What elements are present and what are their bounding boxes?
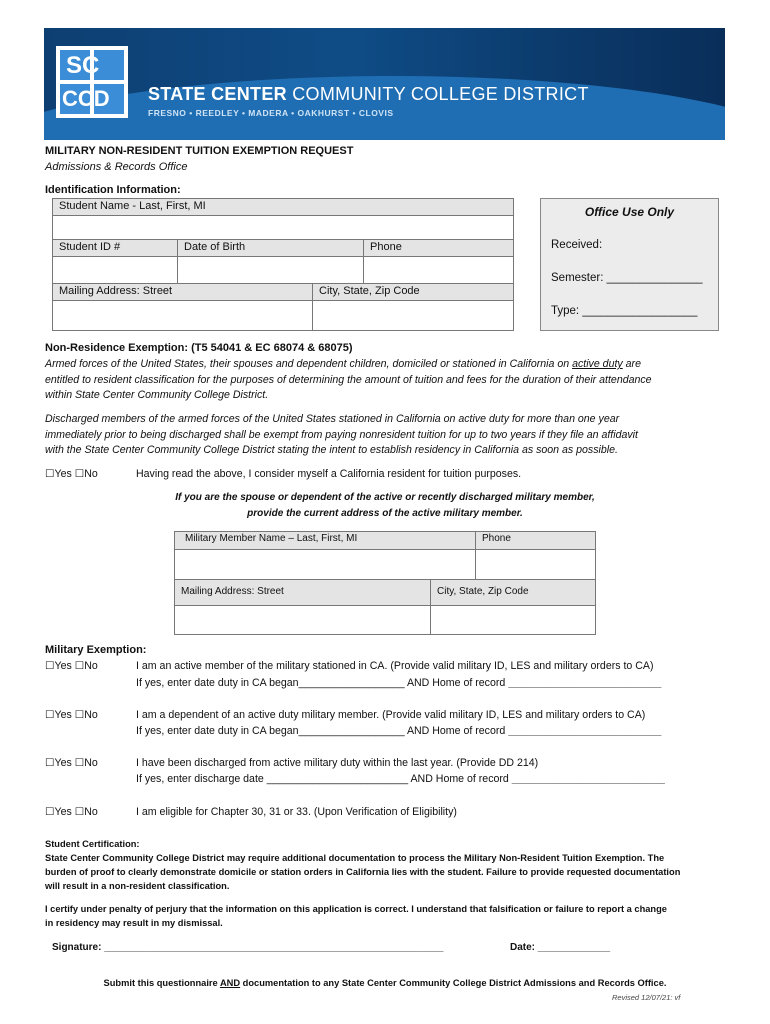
member-mailing-label: Mailing Address: Street	[174, 579, 431, 606]
perjury-line-2: in residency may result in my dismissal.	[45, 918, 223, 928]
military-item-2-yes-no[interactable]: ☐Yes ☐No	[45, 709, 98, 721]
resident-statement: Having read the above, I consider myself a California resident for tuition purposes.	[136, 468, 522, 480]
spouse-instruction-2: provide the current address of the active military member.	[247, 508, 523, 519]
phone-label: Phone	[363, 239, 514, 257]
submit-text-b: documentation to any State Center Community College District Admissions and Records Office.	[240, 978, 667, 988]
military-item-2-text: I am a dependent of an active duty military member. (Provide valid military ID, LES and military orders to CA)	[136, 709, 646, 721]
perjury-line-1: I certify under penalty of perjury that the information on this application is correct. I understand that falsification or failure to report a change	[45, 904, 667, 914]
city-state-zip-label: City, State, Zip Code	[312, 283, 514, 301]
certification-line-1: State Center Community College District may require additional documentation to process the Military Non-Resident Tuition Exemption. The	[45, 853, 665, 863]
military-item-1-detail-b: __________________________	[508, 677, 662, 689]
member-name-field[interactable]	[174, 549, 476, 580]
district-name-bold: STATE CENTER	[148, 84, 287, 104]
para1-text-a: Armed forces of the United States, their spouses and dependent children, domiciled or stationed in California on	[45, 358, 573, 370]
office-use-box	[540, 198, 719, 331]
submit-and: AND	[219, 978, 241, 988]
member-phone-field[interactable]	[475, 549, 596, 580]
date-line[interactable]: Date: _____________	[510, 942, 611, 953]
military-item-3-text: I have been discharged from active military duty within the last year. (Provide DD 214)	[136, 757, 539, 769]
para2-line-3: with the State Center Community College District stating the intent to establish residency in California as soon as possible.	[45, 444, 618, 456]
district-locations: FRESNO • REEDLEY • MADERA • OAKHURST • CLOVIS	[148, 108, 394, 118]
nonresidence-paragraph-1	[45, 357, 725, 404]
military-item-2-detail-b: __________________________	[508, 725, 662, 737]
member-city-label: City, State, Zip Code	[430, 579, 596, 606]
military-item-4-yes-no[interactable]: ☐Yes ☐No	[45, 806, 98, 818]
para2-line-2: immediately prior to being discharged shall be exempt from paying nonresident tuition for up to two years if they file an affidavit	[45, 428, 638, 441]
para2-line-1: Discharged members of the armed forces of the United States stationed in California on active duty for more than one year	[45, 413, 620, 425]
member-city-field[interactable]	[430, 605, 596, 635]
para1-line-3: within State Center Community College District.	[45, 389, 269, 401]
student-name-field[interactable]	[52, 215, 514, 240]
city-state-zip-field[interactable]	[312, 300, 514, 331]
military-item-1-text: I am an active member of the military stationed in CA. (Provide valid military ID, LES and military orders to CA)	[136, 660, 654, 672]
student-name-label: Student Name - Last, First, MI	[52, 198, 514, 216]
logo-top-text: SC	[66, 52, 100, 79]
military-item-2-detail-a: If yes, enter date duty in CA began__________________ AND Home of record	[136, 725, 509, 737]
spouse-instruction-1: If you are the spouse or dependent of the active or recently discharged military member,	[175, 492, 595, 503]
certification-line-2: burden of proof to clearly demonstrate domicile or station orders in California lies with the student. Failure to provide requested documentation	[45, 867, 681, 877]
military-item-3-detail-b: __________________________	[511, 773, 665, 785]
office-use-heading: Office Use Only	[584, 205, 675, 219]
form-title: MILITARY NON-RESIDENT TUITION EXEMPTION REQUEST	[45, 145, 354, 157]
submit-text-a: Submit this questionnaire	[103, 978, 220, 988]
military-item-3-yes-no[interactable]: ☐Yes ☐No	[45, 757, 98, 769]
perjury-block	[45, 902, 725, 930]
military-item-3-detail	[136, 773, 665, 785]
district-name	[148, 84, 589, 105]
district-name-rest: COMMUNITY COLLEGE DISTRICT	[292, 84, 589, 104]
office-type: Type: __________________	[551, 305, 698, 317]
military-item-1-detail	[136, 677, 661, 689]
para1-line-2: entitled to resident classification for the purposes of determining the amount of tuition and fees for the duration of their attendance	[45, 373, 652, 386]
office-received: Received:	[551, 239, 603, 251]
certification-block	[45, 837, 725, 893]
dob-field[interactable]	[177, 256, 364, 284]
phone-field[interactable]	[363, 256, 514, 284]
military-item-1-yes-no[interactable]: ☐Yes ☐No	[45, 660, 98, 672]
form-subtitle: Admissions & Records Office	[45, 161, 188, 173]
military-item-2-detail	[136, 725, 661, 737]
district-logo	[56, 46, 128, 118]
certification-heading: Student Certification:	[45, 839, 140, 849]
submit-instruction	[0, 978, 770, 988]
military-item-1-detail-a: If yes, enter date duty in CA began__________________ AND Home of record	[136, 677, 509, 689]
member-phone-label: Phone	[475, 531, 596, 550]
mailing-address-label: Mailing Address: Street	[52, 283, 313, 301]
nonresidence-heading: Non-Residence Exemption: (T5 54041 & EC 68074 & 68075)	[45, 342, 353, 354]
military-exemption-heading: Military Exemption:	[45, 644, 147, 656]
dob-label: Date of Birth	[177, 239, 364, 257]
para1-active-duty: active duty	[572, 358, 623, 370]
student-id-field[interactable]	[52, 256, 178, 284]
resident-yes-no[interactable]: ☐Yes ☐No	[45, 468, 98, 480]
logo-bottom-text: CCD	[62, 86, 110, 111]
military-item-3-detail-a: If yes, enter discharge date ________________________ AND Home of record	[136, 773, 512, 785]
certification-line-3: will result in a non-resident classification.	[45, 881, 230, 891]
office-semester: Semester: _______________	[551, 272, 703, 284]
identification-heading: Identification Information:	[45, 184, 181, 196]
mailing-address-field[interactable]	[52, 300, 313, 331]
nonresidence-paragraph-2	[45, 412, 725, 459]
para1-text-b: are	[622, 358, 641, 370]
student-id-label: Student ID #	[52, 239, 178, 257]
signature-line[interactable]: Signature: _____________________________________________________________	[52, 942, 444, 953]
member-name-label: Military Member Name – Last, First, MI	[174, 531, 476, 550]
military-item-4-text: I am eligible for Chapter 30, 31 or 33. (Upon Verification of Eligibility)	[136, 806, 457, 818]
member-mailing-field[interactable]	[174, 605, 431, 635]
revised-note: Revised 12/07/21: vf	[612, 993, 681, 1002]
